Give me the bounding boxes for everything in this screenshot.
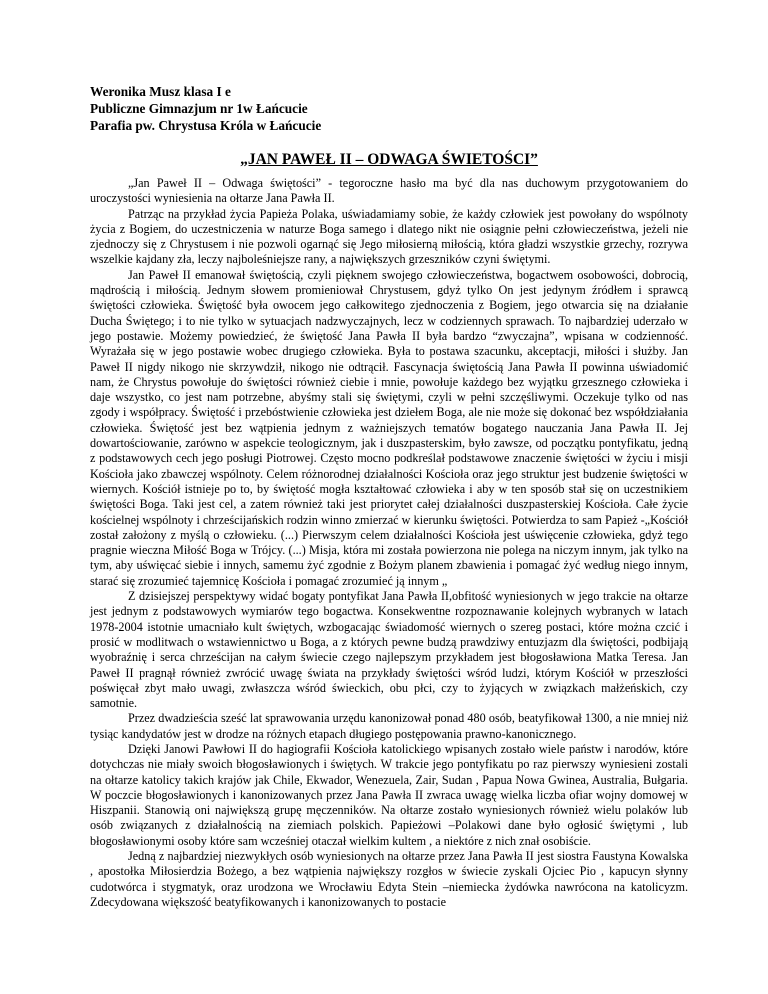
author-header xyxy=(90,83,321,134)
paragraph: Przez dwadzieścia sześć lat sprawowania urzędu kanonizował ponad 480 osób, beatyfikował 1300, a nie mniej niż tysiąc kandydatów jest w drodze na różnych etapach długiego postępowania prawno-kanonicznego. xyxy=(90,711,688,741)
parish-line: Parafia pw. Chrystusa Króla w Łańcucie xyxy=(90,118,322,133)
document-body xyxy=(90,176,688,910)
paragraph: Z dzisiejszej perspektywy widać bogaty pontyfikat Jana Pawła II,obfitość wyniesionych w jego trakcie na ołtarze jest jednym z podstawowych wymiarów tego bogactwa. Konsekwentne rozpoznawanie kolejnych wybranych w latach 1978-2004 istotnie umacniało kult świętych, wzbogacając świadomość wiernych o szereg postaci, które można czcić i prosić w modlitwach o wstawiennictwo u Boga, a z których pewne budzą prawdziwy entuzjazm dla świętości, podbijają wyobraźnię i serca chrześcijan na całym świecie czego najlepszym przykładem jest błogosławiona Matka Teresa. Jan Paweł II pragnął również zwrócić uwagę świata na przykłady świętości wśród ludzi, którym Kościół w przeszłości poświęcał zbyt mało uwagi, zwłaszcza wśród świeckich, obu płci, czy to żyjących w związkach małżeńskich, czy samotnie. xyxy=(90,589,688,711)
paragraph: Dzięki Janowi Pawłowi II do hagiografii Kościoła katolickiego wpisanych zostało wiele państw i narodów, które dotychczas nie miały swoich błogosławionych i świętych. W trakcie jego pontyfikatu po raz pierwszy wyniesieni zostali na ołtarze katolicy takich krajów jak Chile, Ekwador, Wenezuela, Zair, Sudan , Papua Nowa Gwinea, Australia, Bułgaria. W poczcie błogosławionych i kanonizowanych przez Jana Pawła II zwraca uwagę wielka liczba ofiar wojny domowej w Hiszpanii. Stanowią oni największą grupę męczenników. Na ołtarze zostało wyniesionych również wielu polaków lub osób związanych z działalnością na ziemiach polskich. Papieżowi –Polakowi dane było ogłosić świętymi , lub błogosławionymi osoby które sam wcześniej otaczał wielkim kultem , a niektóre z nich znał osobiście. xyxy=(90,741,688,848)
author-line: Weronika Musz klasa I e xyxy=(90,84,231,99)
document-title: „JAN PAWEŁ II – ODWAGA ŚWIETOŚCI” xyxy=(240,151,538,168)
paragraph: Jan Paweł II emanował świętością, czyli pięknem swojego człowieczeństwa, bogactwem osobowości, dobrocią, mądrością i miłością. Jednym słowem promieniował Chrystusem, gdyż tylko On jest jedynym źródłem i sprawcą świętości człowieka. Świętość była owocem jego całkowitego zjednoczenia z Bogiem, jego otwarcia się na działanie Ducha Świętego; i to nie tylko w sytuacjach nadzwyczajnych, lecz w codziennych sprawach. To najbardziej uderzało w jego postawie. Możemy powiedzieć, że świętość Jana Pawła II była bardzo “zwyczajna”, wpisana w codzienność. Wyrażała się w jego postawie wobec drugiego człowieka. Była to postawa szacunku, akceptacji, miłości i służby. Jan Paweł II nigdy nikogo nie skrzywdził, nikogo nie odtrącił. Fascynacja świętością Jana Pawła II powinna uświadomić nam, że Chrystus powołuje do świętości również ciebie i mnie, powołuje każdego bez wyjątku grzesznego człowieka i daje wszystko, co jest nam potrzebne, abyśmy stali się świętymi, czyli w pełni szczęśliwymi. Oczekuje tylko od nas zgody i współpracy. Świętość i przebóstwienie człowieka jest dziełem Boga, ale nie może się dokonać bez współdziałania człowieka. Świętość jest bez wątpienia jednym z ważniejszych tematów bogatego nauczania Jana Pawła II. Jej dowartościowanie, zarówno w aspekcie teologicznym, jak i duszpasterskim, było zawsze, od początku pontyfikatu, jedną z podstawowych cech jego posługi Piotrowej. Często mocno podkreślał podstawowe znaczenie świętości w życiu i misji Kościoła jako zbawczej wspólnoty. Celem różnorodnej działalności Kościoła oraz jego struktur jest budzenie świętości w wiernych. Kościół istnieje po to, by świętość mogła kształtować człowieka i aby w ten sposób stał się on uczestnikiem świętości Boga. Taki jest cel, a zatem również taki jest priorytet całej działalności duszpasterskiej Kościoła. Całe życie kościelnej wspólnoty i chrześcijańskich rodzin winno zmierzać w kierunku świętości. Potwierdza to sam Papież -„Kościół został założony z myślą o człowieku. (...) Pierwszym celem działalności Kościoła jest uświęcenie człowieka, gdyż tego pragnie wieczna Miłość Boga w Trójcy. (...) Misja, która mi została powierzona nie polega na niczym innym, jak tylko na tym, aby uświęcać siebie i innych, samemu żyć zgodnie z Bożym planem zbawienia i pomagać żyć według niego innym, starać się zrozumieć tajemnicę Kościoła i pomagać zrozumieć ją innym „ xyxy=(90,267,688,588)
paragraph: Patrząc na przykład życia Papieża Polaka, uświadamiamy sobie, że każdy człowiek jest powołany do wspólnoty życia z Bogiem, do uczestniczenia w naturze Boga samego i dlatego nikt nie osiągnie pełni człowieczeństwa, jeżeli nie zjednoczy się z Chrystusem i nie pozwoli ogarnąć się Jego miłosierną miłością, która gładzi wszystkie grzechy, rozrywa wszelkie kajdany zła, leczy najboleśniejsze rany, a największych grzeszników czyni świętymi. xyxy=(90,206,688,267)
school-line: Publiczne Gimnazjum nr 1w Łańcucie xyxy=(90,101,308,116)
paragraph: Jedną z najbardziej niezwykłych osób wyniesionych na ołtarze przez Jana Pawła II jest siostra Faustyna Kowalska , apostołka Miłosierdzia Bożego, a bez wątpienia największy rozgłos w świecie zyskali Ojciec Pio , kapucyn słynny cudotwórca i stygmatyk, oraz urodzona we Wrocławiu Edyta Stein –niemiecka żydówka nawrócona na katolicyzm. Zdecydowana większość beatyfikowanych i kanonizowanych to postacie xyxy=(90,849,688,909)
paragraph: „Jan Paweł II – Odwaga świętości” - tegoroczne hasło ma być dla nas duchowym przygotowaniem do uroczystości wyniesienia na ołtarze Jana Pawła II. xyxy=(90,176,688,206)
